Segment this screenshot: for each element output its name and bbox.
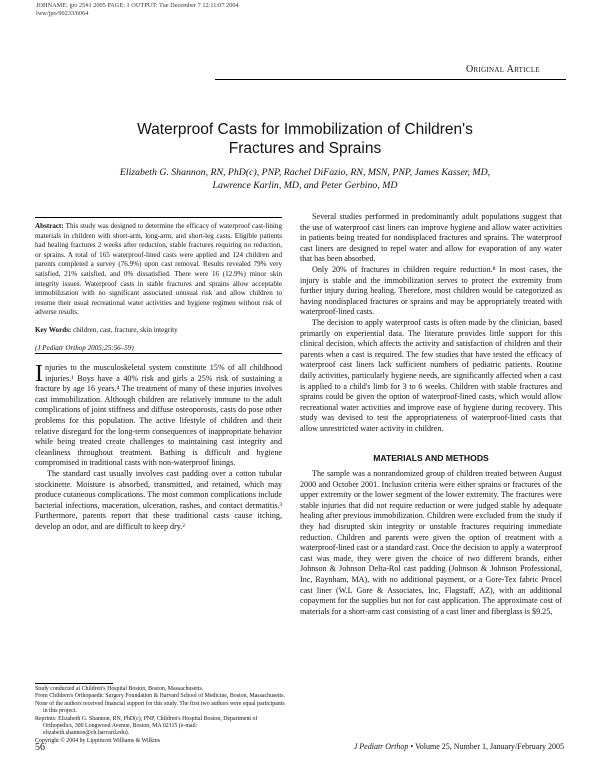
job-header [36,2,239,18]
right-paragraph-3: The decision to apply waterproof casts is often made by the clinician, based primarily on experiential data. The literature provides little support for this clinical decision, which affects the activity and satisfaction of children and their parents when a cast is required. The few studies that have tested the efficacy of waterproof cast liners lack sufficient numbers of pediatric patients. Routine daily activities, particularly hygiene needs, are significantly affected when a cast is applied to a child's limb for 3 to 6 weeks. Children with stable fractures and sprains could be given the option of waterproof-lined casts, which would allow recreational water activities and improve ease of hygiene during recovery. This study was devised to test the appropriateness of waterproof-lined casts that allow unrestricted water activity in children. [300,317,562,433]
abstract-block [35,222,282,353]
right-paragraph-4: The sample was a nonrandomized group of children treated between August 2000 and October 2001. Inclusion criteria were either sprains or fractures of the upper extremity or the lower segment of the lower extremity. The fractures were stable injuries that did not require reduction or were judged stable by adequate healing after previous immobilization. Children were excluded from the study if they had disrupted skin integrity or unstable fractures requiring immediate reduction. Children and parents were given the option of treatment with a waterproof-lined cast or a standard cast. Once the decision to apply a waterproof cast was made, they were given the choice of two different brands, either Johnson & Johnson Delta-Rol cast padding (Johnson & Johnson Professional, Inc, Raynham, MA), with no additional payment, or a Gore-Tex fabric Procel cast liner (W.L Gore & Associates, Inc, Flagstaff, AZ), with an additional copayment for the supplies but not for cast application. The approximate cost of materials for a short-arm cast consisting of a cast liner and fiberglass is $9.25, [300,469,562,616]
right-column [300,212,562,617]
keywords-label: Key Words: [35,325,72,334]
intro-p1-text: njuries to the musculoskeletal system constitute 15% of all childhood injuries.¹ Boys have a 40% risk and girls a 25% risk of sustaining a fracture by age 16 years.⁴ The treatment of many of these injuries involves cast immobilization. Although children are relatively immune to the adult complications of joint stiffness and diffuse osteoporosis, casts do pose other problems for this population. The active lifestyle of children and their relative disregard for the long-term consequences of inappropriate behavior while being treated create challenges to maintaining cast integrity and cleanliness throughout treatment. Bathing is difficult and hygiene compromised in traditional casts with non-waterproof linings. [35,363,282,468]
right-paragraph-2: Only 20% of fractures in children require reduction.⁸ In most cases, the injury is stable and the immobilization serves to protect the extremity from further injury during healing. Therefore, most children would be categorized as having nondisplaced fractures or sprains and may be appropriately treated with waterproof-lined casts. [300,264,562,317]
section-heading-methods: MATERIALS AND METHODS [373,453,489,464]
footnote-4: Reprints: Elizabeth G. Shannon, RN, PhD(c), PNP, Children's Hospital Boston, Department of Orthopedics, 300 Longwood Avenue, Boston, MA 02115 (e-mail: elizabeth.shannon@ch.harvard.edu). [35,715,258,737]
footnotes [35,686,285,745]
title-line-1: Waterproof Casts for Immobilization of Children's [137,121,473,138]
title-line-2: Fractures and Sprains [228,140,382,157]
footnote-2: From Children's Orthopaedic Surgery Foundation & Harvard School of Medicine, Boston, Massachusetts. [35,693,285,700]
footnote-5: Copyright © 2004 by Lippincott Williams & Wilkins [35,737,161,744]
citation: (J Pediatr Orthop 2005;25:56–59) [35,343,134,352]
job-header-line-2: lww/jpo/90233/6064 [36,10,89,17]
abstract-text: This study was designed to determine the efficacy of waterproof cast-lining materials in children with short-arm, long-arm, and short-leg casts. Eligible patients had healing fractures 2 weeks after reduction, stable fractures requiring no reduction, or sprains. A total of 165 waterproof-lined casts were applied and 124 children and parents completed a survey (76.9%) upon cast removal. Results revealed 79% very satisfied, 21% satisfied, and 0% dissatisfied. There were 16 (12.9%) minor skin integrity issues. Waterproof casts in stable fractures and sprains allow acceptable immobilization with no significant associated unusual risk and allow children to resume their usual recreational water activities and hygiene regimen without risk of adverse results. [35,222,282,317]
journal-name: J Pediatr Orthop [353,742,409,751]
abstract-paragraph [35,222,282,318]
abstract-bottom-rule [35,353,282,354]
article-title [40,120,570,158]
abstract-top-rule [35,217,282,218]
job-header-line-1: JOHNAME: jpo 25#1 2005 PAGE: 1 OUTPUT: Tue December 7 12:11:07 2004 [36,2,239,9]
intro-paragraph-1 [35,363,282,469]
introduction [35,363,282,533]
right-paragraph-1: Several studies performed in predominantly adult populations suggest that the use of waterproof cast liners can improve hygiene and allow water activities in patients being treated for nondisplaced fractures and sprains. The waterproof cast liners are designed to repel water and allow for evaporation of any water that has been absorbed. [300,212,562,264]
keywords-text: children, cast, fracture, skin integrity [73,325,178,334]
drop-cap: I [35,361,43,387]
keywords-paragraph [35,326,282,336]
footnote-3: None of the authors received financial support for this study. The first two authors were equal participants in this project. [35,700,285,715]
authors-line-1: Elizabeth G. Shannon, RN, PhD(c), PNP, Rachel DiFazio, RN, MSN, PNP, James Kasser, MD, [119,167,491,178]
section-label: Original Article [465,64,540,75]
authors-line-2: Lawrence Karlin, MD, and Peter Gerbino, MD [212,180,398,191]
author-list [40,166,570,192]
footnote-1: Study conducted at Children's Hospital Boston, Boston, Massachusetts. [35,686,204,692]
abstract-label: Abstract: [35,222,64,230]
intro-paragraph-2: The standard cast usually involves cast padding over a cotton tubular stockinette. Moisture is absorbed, transmitted, and retained, which may produce cutaneous complications. The most common complications include bacterial infections, maceration, ulceration, rashes, and contact dermatitis.³ Furthermore, parents report that these traditional casts cause itching, develop an odor, and are difficult to keep dry.² [35,468,282,531]
header-rule [215,79,566,80]
page-number: 56 [35,742,45,753]
journal-issue: • Volume 25, Number 1, January/February 2005 [408,742,564,751]
footnote-rule [35,683,113,684]
journal-footer [354,742,564,751]
